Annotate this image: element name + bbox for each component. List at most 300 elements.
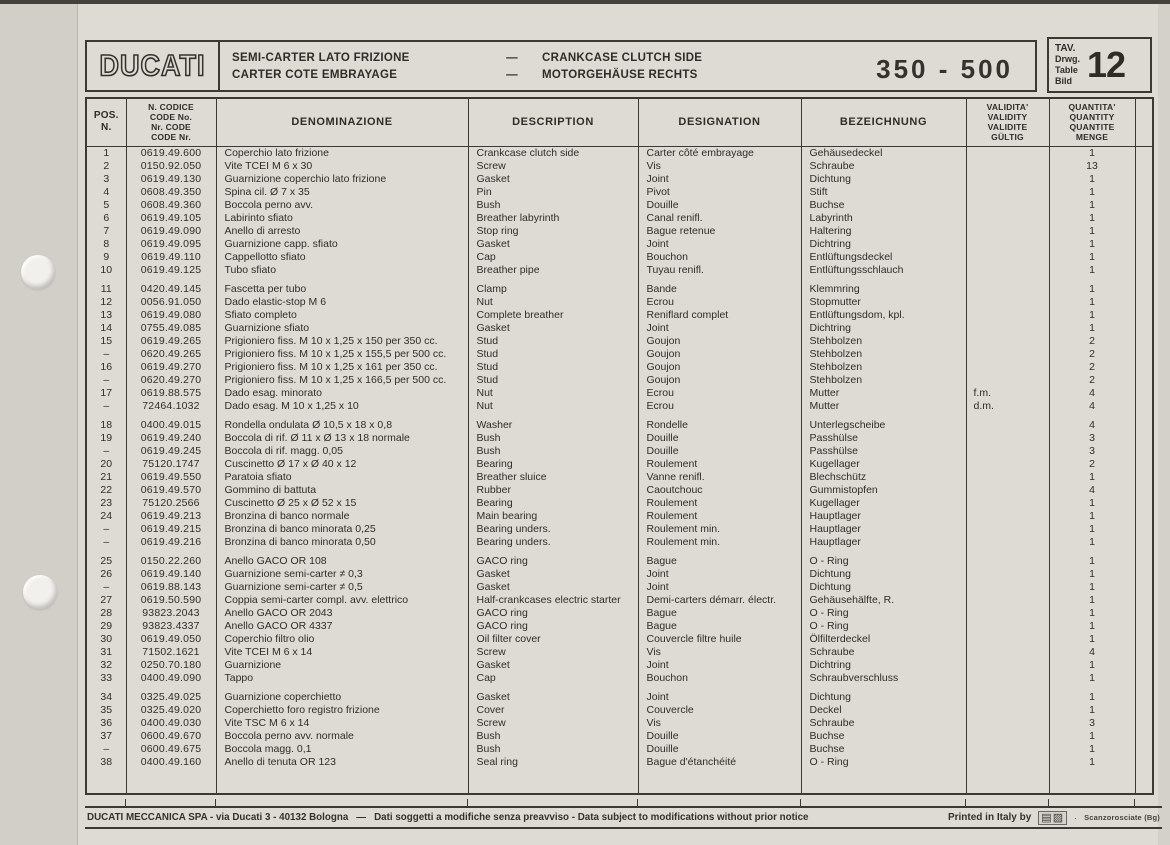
pos-cell: 18: [86, 419, 126, 432]
table-row: [86, 510, 1153, 523]
validity-cell: [966, 594, 1049, 607]
designation-cell: Douille: [638, 432, 801, 445]
table-row: [86, 186, 1153, 199]
description-cell: Gasket: [468, 568, 638, 581]
denominazione-cell: Prigioniero fiss. M 10 x 1,25 x 166,5 per 500 cc.: [216, 374, 468, 387]
description-cell: Bearing: [468, 458, 638, 471]
description-cell: Pin: [468, 186, 638, 199]
validity-cell: [966, 173, 1049, 186]
table-row: [86, 419, 1153, 432]
table-row: [86, 659, 1153, 672]
denominazione-cell: Coppia semi-carter compl. avv. elettrico: [216, 594, 468, 607]
validity-cell: [966, 691, 1049, 704]
bezeichnung-cell: Dichtung: [801, 568, 966, 581]
code-cell: 0619.49.095: [126, 238, 216, 251]
designation-cell: Bague retenue: [638, 225, 801, 238]
margin-cell: [1135, 581, 1153, 594]
denominazione-cell: Boccola perno avv. normale: [216, 730, 468, 743]
description-cell: Stud: [468, 374, 638, 387]
pos-cell: 15: [86, 335, 126, 348]
table-row: [86, 335, 1153, 348]
validity-cell: [966, 743, 1049, 756]
designation-cell: Bague: [638, 555, 801, 568]
bezeichnung-cell: Kugellager: [801, 497, 966, 510]
bezeichnung-cell: Mutter: [801, 400, 966, 413]
validity-cell: [966, 160, 1049, 173]
designation-cell: Demi-carters démarr. électr.: [638, 594, 801, 607]
designation-cell: Joint: [638, 659, 801, 672]
denominazione-cell: Guarnizione sfiato: [216, 322, 468, 335]
description-cell: Bearing unders.: [468, 536, 638, 549]
code-cell: 0619.49.245: [126, 445, 216, 458]
margin-cell: [1135, 471, 1153, 484]
designation-cell: Couvercle: [638, 704, 801, 717]
code-cell: 71502.1621: [126, 646, 216, 659]
designation-cell: Vis: [638, 717, 801, 730]
table-row: [86, 264, 1153, 277]
bezeichnung-cell: Deckel: [801, 704, 966, 717]
quantity-cell: 1: [1049, 212, 1135, 225]
designation-cell: Roulement min.: [638, 523, 801, 536]
quantity-cell: 1: [1049, 173, 1135, 186]
validity-cell: f.m.: [966, 387, 1049, 400]
table-row: [86, 283, 1153, 296]
header-bezeichnung: BEZEICHNUNG: [801, 98, 966, 146]
bezeichnung-cell: Entlüftungsdom, kpl.: [801, 309, 966, 322]
code-cell: 0619.49.050: [126, 633, 216, 646]
denominazione-cell: Boccola magg. 0,1: [216, 743, 468, 756]
quantity-cell: 1: [1049, 497, 1135, 510]
quantity-cell: 1: [1049, 672, 1135, 685]
table-row: [86, 160, 1153, 173]
code-cell: 0619.49.140: [126, 568, 216, 581]
designation-cell: Douille: [638, 199, 801, 212]
description-cell: Seal ring: [468, 756, 638, 769]
quantity-cell: 2: [1049, 348, 1135, 361]
pos-cell: 2: [86, 160, 126, 173]
denominazione-cell: Anello di tenuta OR 123: [216, 756, 468, 769]
validity-cell: [966, 212, 1049, 225]
bezeichnung-cell: Gummistopfen: [801, 484, 966, 497]
validity-cell: [966, 484, 1049, 497]
footer-tick: [467, 799, 468, 806]
table-row: [86, 322, 1153, 335]
quantity-cell: 1: [1049, 523, 1135, 536]
quantity-cell: 3: [1049, 445, 1135, 458]
validity-cell: [966, 186, 1049, 199]
margin-cell: [1135, 160, 1153, 173]
validity-cell: [966, 633, 1049, 646]
denominazione-cell: Gommino di battuta: [216, 484, 468, 497]
code-cell: 0619.49.570: [126, 484, 216, 497]
quantity-cell: 2: [1049, 374, 1135, 387]
quantity-cell: 1: [1049, 581, 1135, 594]
quantity-cell: 1: [1049, 199, 1135, 212]
designation-cell: Roulement: [638, 510, 801, 523]
denominazione-cell: Sfiato completo: [216, 309, 468, 322]
header-titles: [220, 42, 1035, 90]
code-cell: 0608.49.350: [126, 186, 216, 199]
pos-cell: [86, 769, 126, 795]
margin-cell: [1135, 212, 1153, 225]
header-code: N. CODICE CODE No. Nr. CODE CODE Nr.: [126, 98, 216, 146]
quantity-cell: 3: [1049, 717, 1135, 730]
quantity-cell: [1049, 769, 1135, 795]
margin-cell: [1135, 387, 1153, 400]
denominazione-cell: Fascetta per tubo: [216, 283, 468, 296]
filler-row: [86, 769, 1153, 795]
validity-cell: [966, 704, 1049, 717]
validity-cell: [966, 769, 1049, 795]
table-row: [86, 471, 1153, 484]
header: [85, 40, 1037, 92]
drawing-label-drwg: Drwg.: [1055, 54, 1081, 64]
bezeichnung-cell: Stehbolzen: [801, 335, 966, 348]
title-dash-2: —: [506, 69, 518, 81]
code-cell: 0619.49.090: [126, 225, 216, 238]
denominazione-cell: Bronzina di banco minorata 0,25: [216, 523, 468, 536]
pos-cell: 37: [86, 730, 126, 743]
margin-cell: [1135, 743, 1153, 756]
pos-cell: 36: [86, 717, 126, 730]
pos-cell: 14: [86, 322, 126, 335]
table-row: [86, 432, 1153, 445]
validity-cell: [966, 659, 1049, 672]
quantity-cell: 1: [1049, 238, 1135, 251]
pos-cell: –: [86, 374, 126, 387]
pos-cell: 38: [86, 756, 126, 769]
designation-cell: Goujon: [638, 335, 801, 348]
description-cell: Oil filter cover: [468, 633, 638, 646]
bezeichnung-cell: Klemmring: [801, 283, 966, 296]
designation-cell: Joint: [638, 173, 801, 186]
code-cell: 75120.1747: [126, 458, 216, 471]
denominazione-cell: Guarnizione: [216, 659, 468, 672]
quantity-cell: 1: [1049, 251, 1135, 264]
denominazione-cell: Anello GACO OR 108: [216, 555, 468, 568]
validity-cell: [966, 717, 1049, 730]
description-cell: Stud: [468, 361, 638, 374]
validity-cell: d.m.: [966, 400, 1049, 413]
header-denominazione: DENOMINAZIONE: [216, 98, 468, 146]
validity-cell: [966, 238, 1049, 251]
bezeichnung-cell: Unterlegscheibe: [801, 419, 966, 432]
margin-cell: [1135, 717, 1153, 730]
bezeichnung-cell: Buchse: [801, 199, 966, 212]
header-description: DESCRIPTION: [468, 98, 638, 146]
punch-hole-bottom: [23, 575, 57, 609]
modification-notice: Dati soggetti a modifiche senza preavviso - Data subject to modifications without prior notice: [374, 812, 809, 823]
designation-cell: Ecrou: [638, 296, 801, 309]
code-cell: 0619.49.215: [126, 523, 216, 536]
validity-cell: [966, 309, 1049, 322]
designation-cell: Bague: [638, 607, 801, 620]
printer-logo: ▤▨: [1038, 811, 1067, 825]
validity-cell: [966, 374, 1049, 387]
bezeichnung-cell: Dichtring: [801, 322, 966, 335]
code-cell: 0619.49.130: [126, 173, 216, 186]
denominazione-cell: Cappellotto sfiato: [216, 251, 468, 264]
margin-cell: [1135, 730, 1153, 743]
table-row: [86, 756, 1153, 769]
margin-cell: [1135, 659, 1153, 672]
margin-cell: [1135, 419, 1153, 432]
denominazione-cell: Rondella ondulata Ø 10,5 x 18 x 0,8: [216, 419, 468, 432]
table-row: [86, 704, 1153, 717]
description-cell: Stop ring: [468, 225, 638, 238]
bezeichnung-cell: Dichtring: [801, 238, 966, 251]
quantity-cell: 4: [1049, 484, 1135, 497]
bezeichnung-cell: Schraube: [801, 717, 966, 730]
validity-cell: [966, 555, 1049, 568]
designation-cell: Tuyau renifl.: [638, 264, 801, 277]
validity-cell: [966, 199, 1049, 212]
quantity-cell: 1: [1049, 730, 1135, 743]
bezeichnung-cell: Blechschütz: [801, 471, 966, 484]
table-row: [86, 581, 1153, 594]
designation-cell: Roulement: [638, 497, 801, 510]
validity-cell: [966, 568, 1049, 581]
code-cell: 0619.50.590: [126, 594, 216, 607]
margin-cell: [1135, 309, 1153, 322]
quantity-cell: 1: [1049, 568, 1135, 581]
pos-cell: 21: [86, 471, 126, 484]
pos-cell: 13: [86, 309, 126, 322]
validity-cell: [966, 756, 1049, 769]
designation-cell: Roulement min.: [638, 536, 801, 549]
code-cell: 75120.2566: [126, 497, 216, 510]
denominazione-cell: Prigioniero fiss. M 10 x 1,25 x 161 per 350 cc.: [216, 361, 468, 374]
description-cell: Screw: [468, 717, 638, 730]
table-row: [86, 146, 1153, 160]
denominazione-cell: Guarnizione capp. sfiato: [216, 238, 468, 251]
quantity-cell: 1: [1049, 186, 1135, 199]
description-cell: GACO ring: [468, 555, 638, 568]
pos-cell: 28: [86, 607, 126, 620]
code-cell: 0325.49.025: [126, 691, 216, 704]
pos-cell: 25: [86, 555, 126, 568]
description-cell: Crankcase clutch side: [468, 146, 638, 160]
table-row: [86, 251, 1153, 264]
designation-cell: Rondelle: [638, 419, 801, 432]
code-cell: 0400.49.160: [126, 756, 216, 769]
pos-cell: 23: [86, 497, 126, 510]
designation-cell: Joint: [638, 581, 801, 594]
margin-cell: [1135, 238, 1153, 251]
pos-cell: 31: [86, 646, 126, 659]
description-cell: Main bearing: [468, 510, 638, 523]
table-row: [86, 620, 1153, 633]
drawing-label-tav: TAV.: [1055, 43, 1076, 54]
code-cell: 0619.49.125: [126, 264, 216, 277]
validity-cell: [966, 335, 1049, 348]
margin-cell: [1135, 283, 1153, 296]
margin-cell: [1135, 335, 1153, 348]
designation-cell: Canal renifl.: [638, 212, 801, 225]
validity-cell: [966, 607, 1049, 620]
title-dash-1: —: [506, 52, 518, 64]
bezeichnung-cell: Gehäusedeckel: [801, 146, 966, 160]
quantity-cell: 1: [1049, 510, 1135, 523]
model-range: 350 - 500: [876, 54, 1013, 84]
drawing-labels: [1055, 43, 1080, 87]
designation-cell: Bouchon: [638, 251, 801, 264]
designation-cell: Couvercle filtre huile: [638, 633, 801, 646]
code-cell: 0619.49.216: [126, 536, 216, 549]
description-cell: Complete breather: [468, 309, 638, 322]
validity-cell: [966, 536, 1049, 549]
footer-tick: [215, 799, 216, 806]
denominazione-cell: Tubo sfiato: [216, 264, 468, 277]
denominazione-cell: Bronzina di banco normale: [216, 510, 468, 523]
description-cell: Gasket: [468, 173, 638, 186]
description-cell: Rubber: [468, 484, 638, 497]
margin-cell: [1135, 769, 1153, 795]
footer-imprint: [87, 812, 809, 823]
code-cell: 93823.4337: [126, 620, 216, 633]
code-cell: 0619.49.080: [126, 309, 216, 322]
code-cell: 0608.49.360: [126, 199, 216, 212]
bezeichnung-cell: O - Ring: [801, 607, 966, 620]
quantity-cell: 13: [1049, 160, 1135, 173]
denominazione-cell: Spina cil. Ø 7 x 35: [216, 186, 468, 199]
margin-cell: [1135, 555, 1153, 568]
validity-cell: [966, 458, 1049, 471]
validity-cell: [966, 348, 1049, 361]
margin-cell: [1135, 322, 1153, 335]
bezeichnung-cell: Kugellager: [801, 458, 966, 471]
pos-cell: 17: [86, 387, 126, 400]
description-cell: Screw: [468, 646, 638, 659]
quantity-cell: 1: [1049, 633, 1135, 646]
pos-cell: 16: [86, 361, 126, 374]
pos-cell: 22: [86, 484, 126, 497]
table-row: [86, 348, 1153, 361]
designation-cell: Vanne renifl.: [638, 471, 801, 484]
validity-cell: [966, 264, 1049, 277]
margin-cell: [1135, 432, 1153, 445]
code-cell: 0620.49.265: [126, 348, 216, 361]
margin-cell: [1135, 704, 1153, 717]
drawing-number-box: [1047, 37, 1152, 93]
designation-cell: Reniflard complet: [638, 309, 801, 322]
bezeichnung-cell: Haltering: [801, 225, 966, 238]
margin-cell: [1135, 510, 1153, 523]
denominazione-cell: Anello GACO OR 4337: [216, 620, 468, 633]
designation-cell: Caoutchouc: [638, 484, 801, 497]
pos-cell: 33: [86, 672, 126, 685]
quantity-cell: 1: [1049, 756, 1135, 769]
margin-cell: [1135, 536, 1153, 549]
quantity-cell: 1: [1049, 264, 1135, 277]
pos-cell: 34: [86, 691, 126, 704]
code-cell: 0400.49.090: [126, 672, 216, 685]
designation-cell: Bouchon: [638, 672, 801, 685]
pos-cell: 19: [86, 432, 126, 445]
bezeichnung-cell: O - Ring: [801, 756, 966, 769]
pos-cell: 8: [86, 238, 126, 251]
title-french: CARTER COTE EMBRAYAGE: [232, 69, 398, 81]
denominazione-cell: Cuscinetto Ø 17 x Ø 40 x 12: [216, 458, 468, 471]
denominazione-cell: Cuscinetto Ø 25 x Ø 52 x 15: [216, 497, 468, 510]
quantity-cell: 2: [1049, 335, 1135, 348]
pos-cell: 30: [86, 633, 126, 646]
description-cell: Gasket: [468, 581, 638, 594]
description-cell: Cap: [468, 672, 638, 685]
pos-cell: 4: [86, 186, 126, 199]
pos-cell: 7: [86, 225, 126, 238]
quantity-cell: 3: [1049, 432, 1135, 445]
drawing-number: 12: [1087, 44, 1126, 85]
pos-cell: –: [86, 523, 126, 536]
quantity-cell: 1: [1049, 691, 1135, 704]
table-row: [86, 730, 1153, 743]
designation-cell: Joint: [638, 691, 801, 704]
denominazione-cell: Guarnizione coperchietto: [216, 691, 468, 704]
footer-tick: [1134, 799, 1135, 806]
footer-separator-dot: ·: [1074, 812, 1078, 823]
pos-cell: 24: [86, 510, 126, 523]
quantity-cell: 2: [1049, 458, 1135, 471]
description-cell: Cap: [468, 251, 638, 264]
description-cell: Bush: [468, 445, 638, 458]
pos-cell: 35: [86, 704, 126, 717]
footer: [85, 806, 1162, 829]
bezeichnung-cell: Stift: [801, 186, 966, 199]
parts-tbody: [86, 146, 1153, 794]
description-cell: [468, 769, 638, 795]
designation-cell: Pivot: [638, 186, 801, 199]
code-cell: 0150.22.260: [126, 555, 216, 568]
quantity-cell: 1: [1049, 322, 1135, 335]
code-cell: 0619.49.550: [126, 471, 216, 484]
table-row: [86, 633, 1153, 646]
denominazione-cell: Vite TCEI M 6 x 30: [216, 160, 468, 173]
description-cell: Stud: [468, 348, 638, 361]
code-cell: 0619.49.110: [126, 251, 216, 264]
table-header-row: [86, 98, 1153, 146]
denominazione-cell: Guarnizione semi-carter ≠ 0,5: [216, 581, 468, 594]
table-row: [86, 523, 1153, 536]
validity-cell: [966, 497, 1049, 510]
table-row: [86, 484, 1153, 497]
denominazione-cell: Boccola perno avv.: [216, 199, 468, 212]
bezeichnung-cell: Buchse: [801, 743, 966, 756]
table-row: [86, 309, 1153, 322]
denominazione-cell: [216, 769, 468, 795]
margin-cell: [1135, 173, 1153, 186]
pos-cell: 20: [86, 458, 126, 471]
denominazione-cell: Anello di arresto: [216, 225, 468, 238]
designation-cell: Goujon: [638, 348, 801, 361]
bezeichnung-cell: Passhülse: [801, 445, 966, 458]
margin-cell: [1135, 374, 1153, 387]
pos-cell: 10: [86, 264, 126, 277]
quantity-cell: 4: [1049, 419, 1135, 432]
footer-tick: [800, 799, 801, 806]
denominazione-cell: Labirinto sfiato: [216, 212, 468, 225]
bezeichnung-cell: Dichtring: [801, 659, 966, 672]
code-cell: 0619.88.143: [126, 581, 216, 594]
description-cell: Washer: [468, 419, 638, 432]
description-cell: Nut: [468, 387, 638, 400]
bezeichnung-cell: Hauptlager: [801, 536, 966, 549]
code-cell: 0619.88.575: [126, 387, 216, 400]
description-cell: Stud: [468, 335, 638, 348]
validity-cell: [966, 730, 1049, 743]
designation-cell: Joint: [638, 238, 801, 251]
validity-cell: [966, 620, 1049, 633]
